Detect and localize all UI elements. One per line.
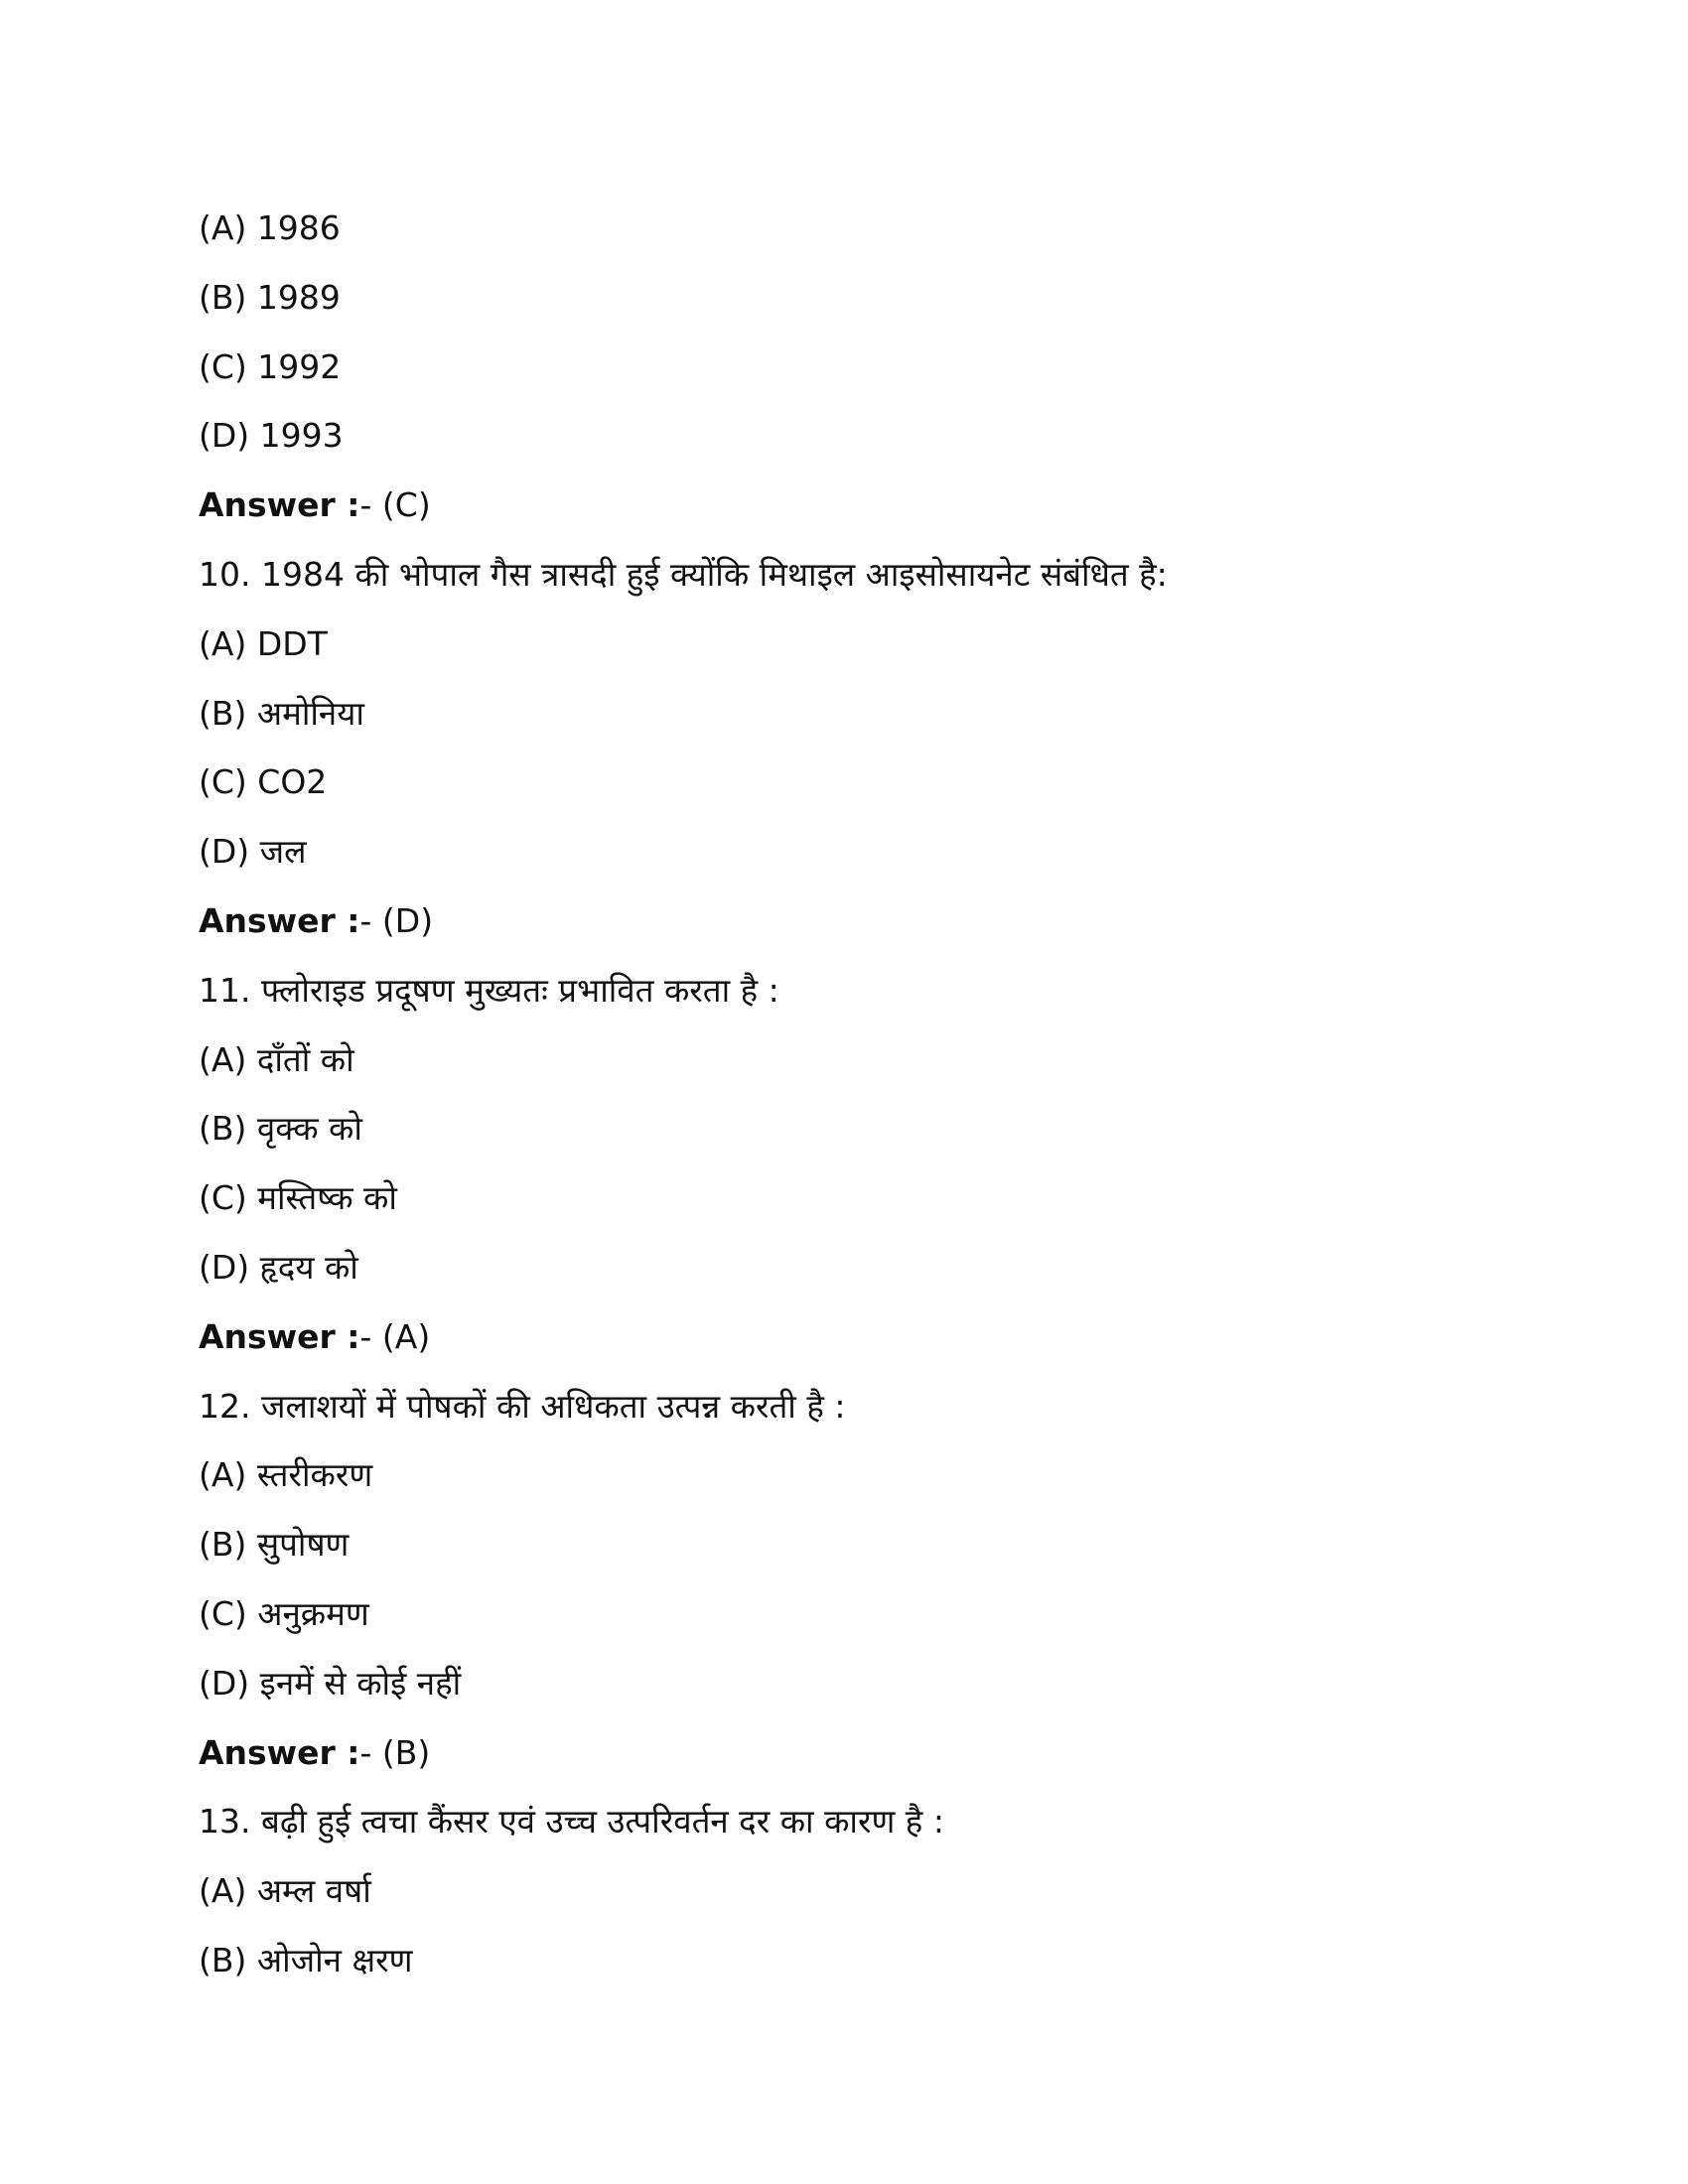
answer-value: - (C)	[359, 485, 431, 525]
answer-label: Answer :	[199, 900, 360, 940]
q9-option-d: (D) 1993	[199, 416, 344, 456]
question-list	[199, 194, 1509, 1995]
q11-option-c: (C) मस्तिष्क को	[199, 1178, 397, 1218]
q12-option-a: (A) स्तरीकरण	[199, 1455, 373, 1495]
q11-question: 11. फ्लोराइड प्रदूषण मुख्यतः प्रभावित करता है :	[199, 970, 779, 1010]
q11-answer	[199, 1302, 1509, 1372]
q10-option-a: (A) DDT	[199, 623, 328, 663]
q11-option-b: (B) वृक्क को	[199, 1109, 362, 1149]
q10-answer	[199, 887, 1509, 956]
q10-option-b: (B) अमोनिया	[199, 693, 364, 733]
q9-answer	[199, 471, 1509, 540]
q10-option-d: (D) जल	[199, 832, 307, 872]
answer-value: - (D)	[359, 900, 434, 940]
q9-option-b: (B) 1989	[199, 277, 341, 317]
answer-value: - (B)	[359, 1732, 431, 1772]
q10-question: 10. 1984 की भोपाल गैस त्रासदी हुई क्योंकि मिथाइल आइसोसायनेट संबंधित है:	[199, 554, 1168, 594]
q11-option-a: (A) दाँतों को	[199, 1039, 354, 1079]
answer-label: Answer :	[199, 1732, 360, 1772]
q13-option-a: (A) अम्ल वर्षा	[199, 1871, 371, 1911]
answer-value: - (A)	[359, 1316, 431, 1356]
q12-answer	[199, 1718, 1509, 1788]
answer-label: Answer :	[199, 1316, 360, 1356]
q10-option-c: (C) CO2	[199, 762, 328, 802]
q12-option-c: (C) अनुक्रमण	[199, 1593, 369, 1633]
q11-option-d: (D) हृदय को	[199, 1247, 358, 1287]
q13-question: 13. बढ़ी हुई त्वचा कैंसर एवं उच्च उत्परिवर्तन दर का कारण है :	[199, 1802, 944, 1842]
q9-option-a: (A) 1986	[199, 208, 341, 247]
q12-question: 12. जलाशयों में पोषकों की अधिकता उत्पन्न करती है :	[199, 1386, 846, 1426]
q12-option-b: (B) सुपोषण	[199, 1525, 350, 1565]
q13-option-b: (B) ओजोन क्षरण	[199, 1940, 413, 1979]
answer-label: Answer :	[199, 485, 360, 525]
q9-option-c: (C) 1992	[199, 346, 342, 386]
q12-option-d: (D) इनमें से कोई नहीं	[199, 1663, 462, 1703]
